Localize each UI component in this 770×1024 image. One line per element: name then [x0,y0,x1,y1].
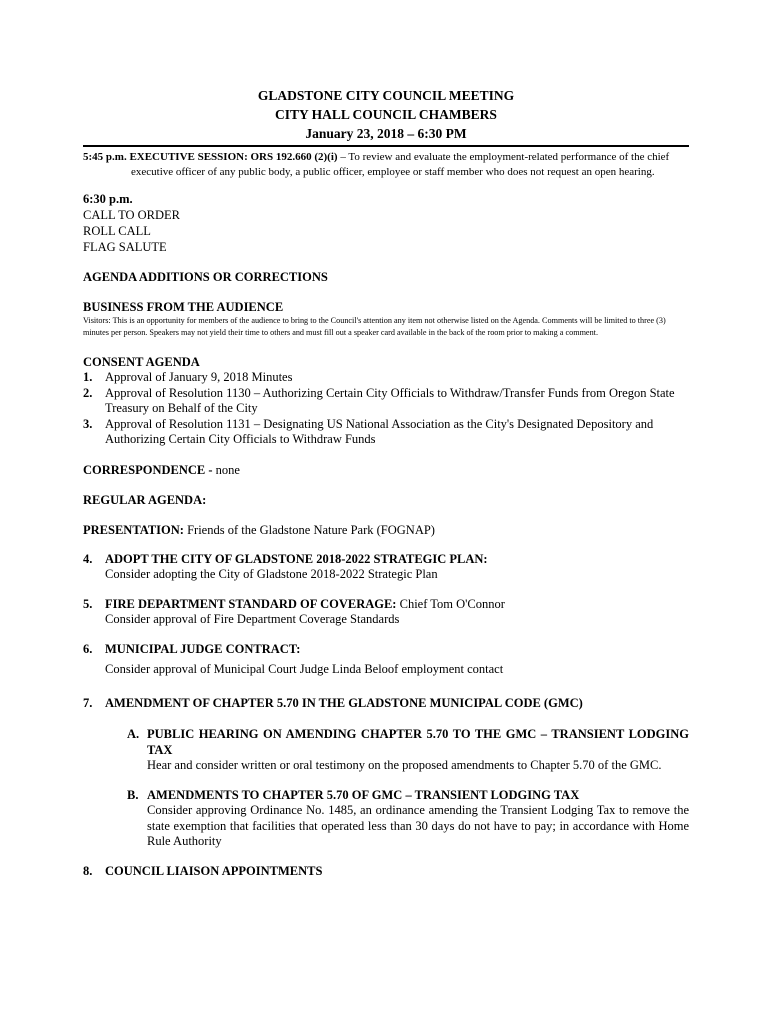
meeting-title: GLADSTONE CITY COUNCIL MEETING [257,88,515,103]
consent-item: 3. Approval of Resolution 1131 – Designating US National Association as the City's Designated Depository and Authorizing Certain City Officials to Withdraw Funds [83,416,654,446]
call-to-order: CALL TO ORDER [83,208,180,222]
opening-time: 6:30 p.m. [83,192,133,206]
business-heading: BUSINESS FROM THE AUDIENCE [83,300,284,314]
consent-item: 1. Approval of January 9, 2018 Minutes [83,370,293,384]
presentation: PRESENTATION: Friends of the Gladstone Nature Park (FOGNAP) [83,522,435,537]
consent-heading: CONSENT AGENDA [83,355,200,369]
meeting-location: CITY HALL COUNCIL CHAMBERS [275,107,497,122]
business-text: Visitors: This is an opportunity for members of the audience to bring to the Council's attention any item not otherwise listed on the Agenda. Comments will be limited to three (3) minutes per person. Speakers may not yield their time to others and must fill out a speaker card available in the back of the room prior to making a comment. [83,316,666,337]
agenda-item-6: 6. MUNICIPAL JUDGE CONTRACT: Consider approval of Municipal Court Judge Linda Beloof employment contact [83,641,504,676]
meeting-date: January 23, 2018 – 6:30 PM [305,126,467,141]
consent-item: 2. Approval of Resolution 1130 – Authorizing Certain City Officials to Withdraw/Transfer Funds from Oregon State Treasury on Behalf of the City [83,385,675,415]
roll-call: ROLL CALL [83,224,151,238]
executive-session [83,150,689,179]
agenda-item-8: 8. COUNCIL LIAISON APPOINTMENTS [83,863,323,878]
agenda-page [83,86,689,879]
regular-agenda-heading: REGULAR AGENDA: [83,492,207,507]
executive-session-text: – To review and evaluate the employment-related performance of the chief executive officer of any public body, a public officer, employee or staff member who does not request an open hearing. [131,151,670,178]
agenda-item-5: 5. FIRE DEPARTMENT STANDARD OF COVERAGE: Chief Tom O'Connor Consider approval of Fire Department Coverage Standards [83,596,505,626]
agenda-item-7: 7. AMENDMENT OF CHAPTER 5.70 IN THE GLADSTONE MUNICIPAL CODE (GMC) [83,695,583,710]
executive-session-label: 5:45 p.m. EXECUTIVE SESSION: ORS 192.660 (2)(i) [83,151,338,163]
agenda-subitem-b: B. AMENDMENTS TO CHAPTER 5.70 OF GMC – TRANSIENT LODGING TAX Consider approving Ordinance No. 1485, an ordinance amending the Transient Lodging Tax to remove the state exemption that facilities that operated less than 30 days do not have to pay; in accordance with Home Rule Authority [127,787,689,848]
agenda-additions-heading: AGENDA ADDITIONS OR CORRECTIONS [83,270,328,284]
agenda-item-4: 4. ADOPT THE CITY OF GLADSTONE 2018-2022 STRATEGIC PLAN: Consider adopting the City of Gladstone 2018-2022 Strategic Plan [83,551,488,581]
flag-salute: FLAG SALUTE [83,240,167,254]
header-rule [83,145,689,147]
correspondence: CORRESPONDENCE - none [83,462,240,477]
agenda-subitem-a: A. PUBLIC HEARING ON AMENDING CHAPTER 5.70 TO THE GMC – TRANSIENT LODGING TAX Hear and consider written or oral testimony on the proposed amendments to Chapter 5.70 of the GMC. [127,727,689,772]
